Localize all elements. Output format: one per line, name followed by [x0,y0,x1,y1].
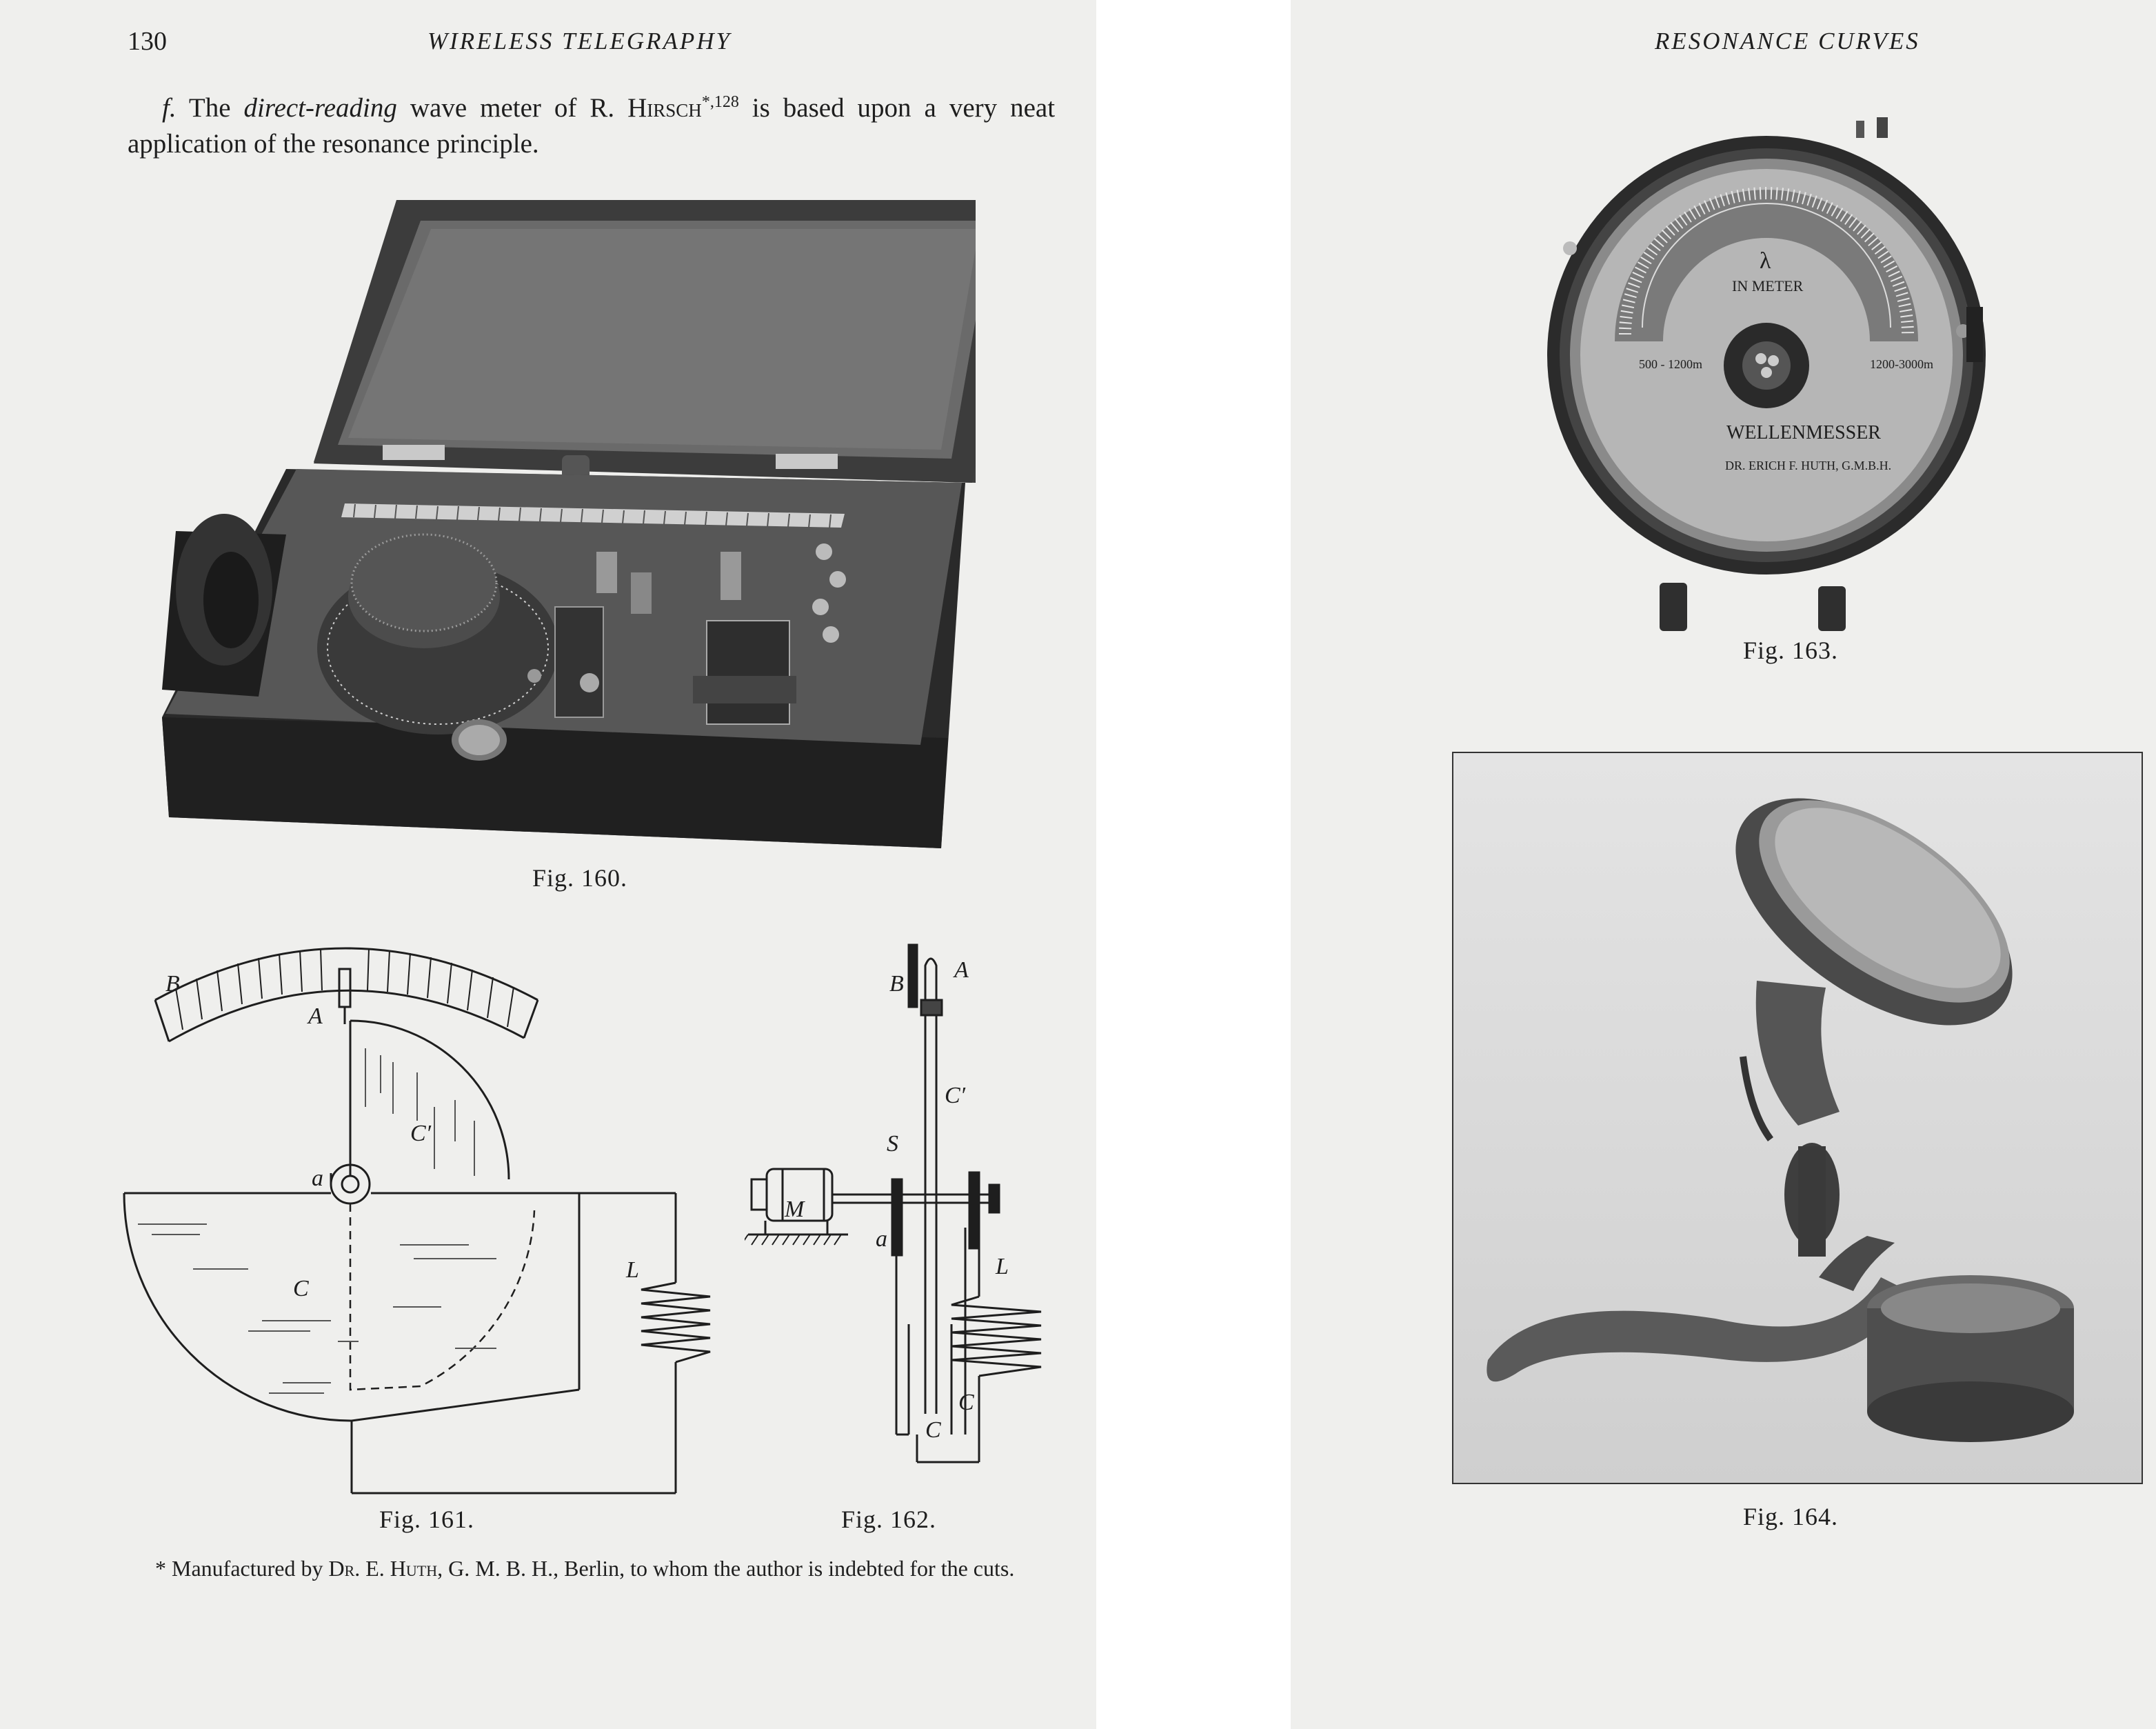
dial-unit-label: IN METER [1732,277,1804,294]
item-letter: f. [162,93,177,123]
fig162-label-m: M [785,1197,805,1222]
italic-phrase: direct-reading [243,93,397,123]
fig162-caption: Fig. 162. [841,1506,937,1533]
fig161-label-c-prime: C′ [410,1121,432,1146]
fig162-label-l: L [996,1254,1009,1279]
fig163-caption: Fig. 163. [1743,637,1839,664]
fig161-caption: Fig. 161. [379,1506,475,1533]
fig162-label-c-left: C [925,1417,941,1443]
intro-paragraph: f. The direct-reading wave meter of R. Hirsch$^{*,128}$ is based upon a very neat application of the resonance principle. [128,93,1056,159]
fig162-label-c-right: C [958,1390,974,1415]
note-ref: *,128 [701,93,739,111]
fig164-photo-frame [1452,752,2143,1484]
fig161-label-a-lower: a [312,1166,323,1191]
dial-brand: WELLENMESSER [1726,422,1881,443]
fig163-dial-photo [1546,114,1987,638]
dial-maker: DR. ERICH F. HUTH, G.M.B.H. [1725,459,1892,472]
fig162-label-a: A [954,957,969,983]
page-number: 130 [128,27,167,56]
fig161-label-a-upper: A [308,1003,323,1029]
fig161-diagram [110,935,717,1507]
running-head-right: RESONANCE CURVES [1655,28,1920,54]
fig164-caption: Fig. 164. [1743,1503,1839,1530]
right-page [1291,0,2156,1729]
fig162-label-b: B [889,971,904,997]
author-name: Hirsch [627,93,702,123]
dial-lambda-symbol: λ [1760,248,1771,274]
dial-range-right: 1200-3000m [1870,357,1933,371]
footnote-name: Dr. E. Huth [328,1556,438,1581]
footnote: * Manufactured by Dr. E. Huth, G. M. B. H., Berlin, to whom the author is indebted for the cuts. [155,1556,1015,1581]
running-head: WIRELESS TELEGRAPHY [427,28,732,54]
fig162-label-s: S [887,1131,898,1157]
fig161-label-c: C [293,1276,309,1301]
fig161-label-b: B [165,971,180,997]
fig162-label-a-lower: a [876,1226,887,1252]
dial-range-left: 500 - 1200m [1639,357,1702,371]
fig160-wave-meter-box-photo [148,193,976,855]
fig161-label-l: L [626,1257,639,1283]
fig164-headphone-wavemeter-photo [1453,753,2142,1483]
fig160-caption: Fig. 160. [532,864,628,892]
fig162-label-c-prime: C′ [945,1083,966,1108]
